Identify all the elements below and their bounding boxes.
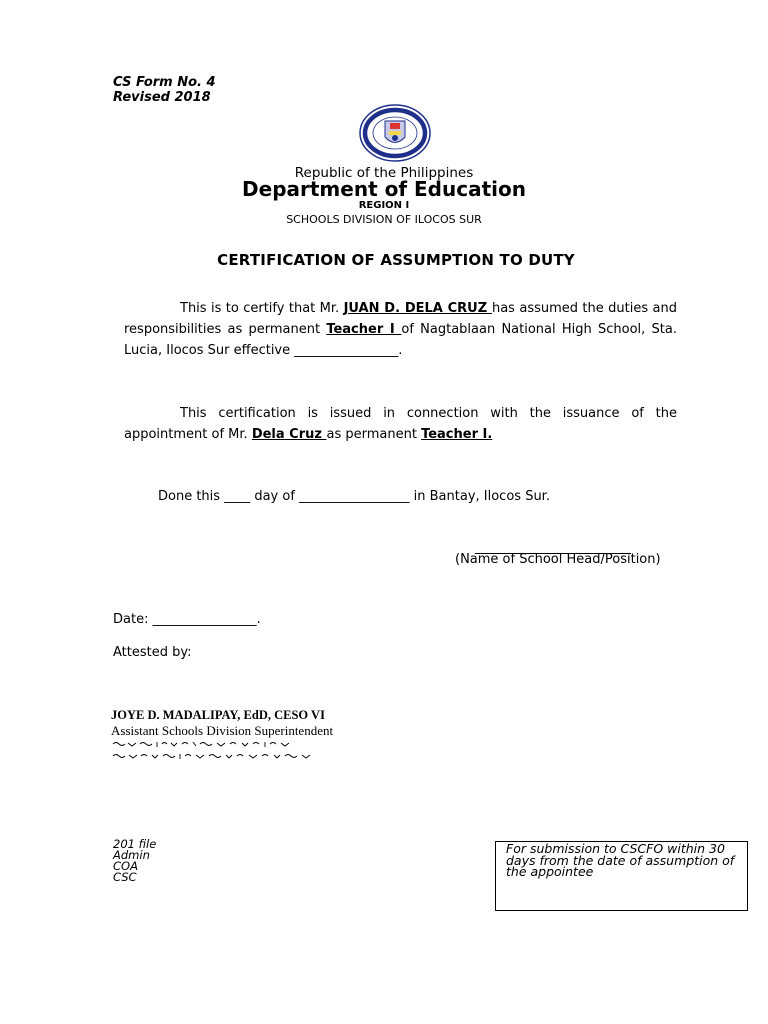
submission-note-box	[495, 841, 748, 911]
deped-seal-logo	[358, 104, 432, 162]
p2-mid: as permanent	[326, 427, 422, 442]
signatory-name: JOYE D. MADALIPAY, EdD, CESO VI	[111, 708, 325, 722]
division-heading: SCHOOLS DIVISION OF ILOCOS SUR	[286, 213, 482, 226]
cc-item: CSC	[113, 870, 137, 884]
attested-by-label: Attested by:	[113, 645, 192, 660]
position-title: Teacher I	[326, 322, 402, 337]
position-title-2: Teacher I.	[421, 427, 493, 442]
republic-heading: Republic of the Philippines	[294, 165, 474, 181]
cc-item: COA	[113, 859, 138, 873]
p1-tail: of Nagtablaan National High School, Sta. Lucia, Ilocos Sur effective ________________.	[124, 322, 678, 358]
p2-lead: This certification is issued in connection with the issuance of the appointment of Mr.	[124, 406, 677, 442]
appointee-surname: Dela Cruz	[251, 427, 327, 442]
document-title: CERTIFICATION OF ASSUMPTION TO DUTY	[217, 251, 575, 269]
form-revised: Revised 2018	[113, 90, 211, 105]
issuance-paragraph	[124, 403, 677, 445]
copy-furnished-list	[113, 839, 156, 883]
date-line: Date: ________________.	[113, 612, 261, 627]
baybayin-script-image	[111, 740, 321, 764]
submission-note-text: For submission to CSCFO within 30 days from the date of assumption of the appointee	[506, 841, 735, 879]
signatory-position: Assistant Schools Division Superintendent	[111, 723, 334, 738]
department-heading: Department of Education	[242, 177, 526, 201]
p1-lead: This is to certify that Mr.	[180, 301, 344, 316]
cc-item: 201 file	[113, 837, 157, 851]
cc-item: Admin	[113, 848, 150, 862]
region-heading: REGION I	[358, 200, 410, 211]
p1-mid: has assumed the duties and responsibilities as permanent	[124, 301, 677, 337]
school-head-label: (Name of School Head/Position)	[455, 552, 661, 567]
certification-paragraph	[124, 298, 677, 361]
form-number-block	[113, 75, 216, 105]
appointee-name: JUAN D. DELA CRUZ	[343, 301, 492, 316]
done-this-line: Done this ____ day of _________________ in Bantay, Ilocos Sur.	[158, 489, 550, 504]
form-number: CS Form No. 4	[113, 75, 216, 90]
